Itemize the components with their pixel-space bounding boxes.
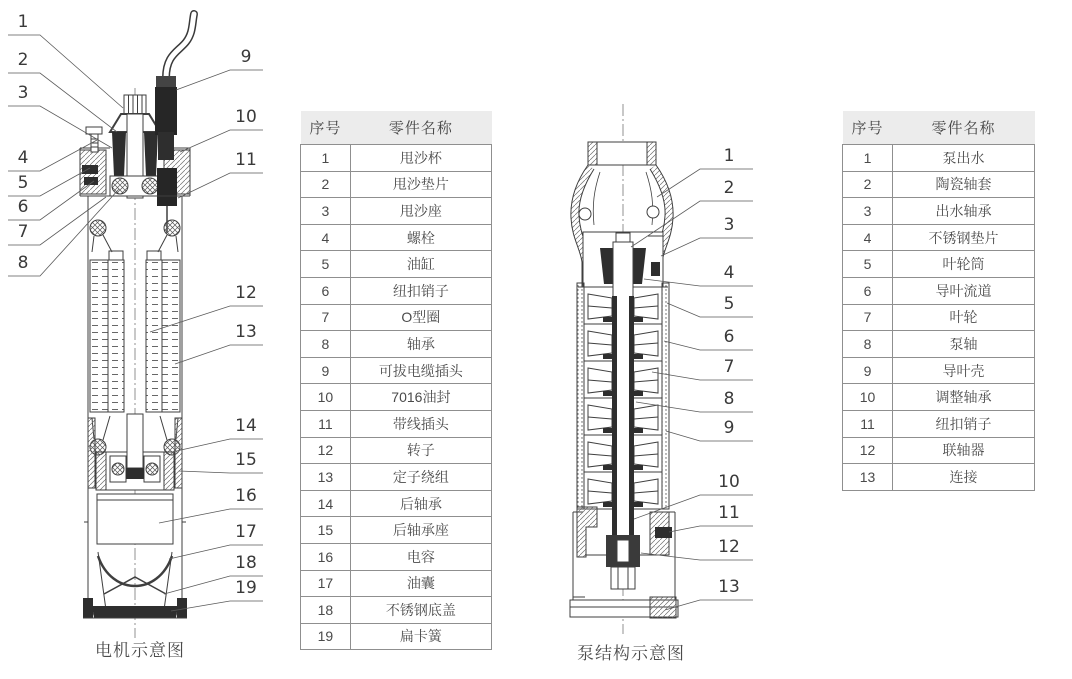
table-row [843, 437, 1035, 464]
table-row [301, 517, 492, 544]
part-name: 不锈钢垫片 [893, 224, 1035, 251]
table-row [843, 331, 1035, 358]
motor-callout-5: 5 [17, 173, 29, 193]
part-name: 不锈钢底盖 [350, 597, 491, 624]
table-row [843, 410, 1035, 437]
part-name: 可拔电缆插头 [350, 357, 491, 384]
part-number: 9 [843, 357, 893, 384]
part-name: 甩沙垫片 [350, 171, 491, 198]
pump-parts-table [842, 111, 1035, 491]
part-number: 14 [301, 490, 351, 517]
part-name: 定子绕组 [350, 464, 491, 491]
part-name: 出水轴承 [893, 198, 1035, 225]
motor-parts-table [300, 111, 492, 650]
col-header-number: 序号 [301, 111, 351, 145]
part-number: 10 [843, 384, 893, 411]
part-number: 7 [843, 304, 893, 331]
pump-callout-10: 10 [718, 472, 740, 492]
col-header-part-name: 零件名称 [893, 111, 1035, 145]
part-number: 4 [301, 224, 351, 251]
table-row [301, 623, 492, 650]
part-name: 甩沙杯 [350, 145, 491, 172]
motor-callout-17: 17 [235, 522, 257, 542]
table-row [843, 464, 1035, 491]
motor-callout-9: 9 [240, 47, 252, 67]
table-row [301, 597, 492, 624]
motor-callout-13: 13 [235, 322, 257, 342]
table-row [301, 357, 492, 384]
part-number: 6 [301, 277, 351, 304]
part-number: 5 [301, 251, 351, 278]
pump-callout-12: 12 [718, 537, 740, 557]
part-number: 5 [843, 251, 893, 278]
part-number: 15 [301, 517, 351, 544]
part-number: 8 [301, 331, 351, 358]
pump-callout-6: 6 [723, 327, 735, 347]
part-number: 4 [843, 224, 893, 251]
part-number: 11 [843, 410, 893, 437]
part-number: 16 [301, 543, 351, 570]
motor-callout-10: 10 [235, 107, 257, 127]
part-name: 纽扣销子 [350, 277, 491, 304]
part-name: 导叶壳 [893, 357, 1035, 384]
motor-callout-7: 7 [17, 222, 29, 242]
part-name: 陶瓷轴套 [893, 171, 1035, 198]
part-number: 11 [301, 410, 351, 437]
part-name: 联轴器 [893, 437, 1035, 464]
motor-callout-14: 14 [235, 416, 257, 436]
part-number: 6 [843, 277, 893, 304]
part-name: 调整轴承 [893, 384, 1035, 411]
part-name: 油囊 [350, 570, 491, 597]
pump-callout-2: 2 [723, 178, 735, 198]
motor-callout-16: 16 [235, 486, 257, 506]
pump-callout-13: 13 [718, 577, 740, 597]
part-number: 7 [301, 304, 351, 331]
motor-callout-3: 3 [17, 83, 29, 103]
part-number: 19 [301, 623, 351, 650]
motor-caption: 电机示意图 [95, 641, 185, 660]
motor-callout-12: 12 [235, 283, 257, 303]
motor-callout-2: 2 [17, 50, 29, 70]
header-row [843, 111, 1035, 145]
part-name: O型圈 [350, 304, 491, 331]
part-number: 13 [843, 464, 893, 491]
part-name: 连接 [893, 464, 1035, 491]
part-name: 叶轮筒 [893, 251, 1035, 278]
part-number: 1 [843, 145, 893, 172]
table-row [843, 251, 1035, 278]
part-name: 带线插头 [350, 410, 491, 437]
motor-callout-6: 6 [17, 197, 29, 217]
pump-caption: 泵结构示意图 [577, 644, 685, 663]
part-number: 2 [301, 171, 351, 198]
part-name: 扁卡簧 [350, 623, 491, 650]
pump-callout-9: 9 [723, 418, 735, 438]
table-row [301, 198, 492, 225]
part-number: 13 [301, 464, 351, 491]
table-row [301, 437, 492, 464]
motor-callout-1: 1 [17, 12, 29, 32]
part-name: 轴承 [350, 331, 491, 358]
part-name: 后轴承 [350, 490, 491, 517]
table-row [301, 304, 492, 331]
part-name: 电容 [350, 543, 491, 570]
part-name: 转子 [350, 437, 491, 464]
table-row [301, 464, 492, 491]
table-row [301, 277, 492, 304]
pump-parts-table-grid [842, 111, 1035, 491]
table-row [843, 171, 1035, 198]
table-row [301, 543, 492, 570]
table-row [301, 490, 492, 517]
part-name: 纽扣销子 [893, 410, 1035, 437]
part-name: 后轴承座 [350, 517, 491, 544]
part-number: 12 [843, 437, 893, 464]
table-row [301, 570, 492, 597]
part-number: 10 [301, 384, 351, 411]
pump-callout-5: 5 [723, 294, 735, 314]
motor-callout-11: 11 [235, 150, 257, 170]
table-row [301, 145, 492, 172]
pump-callout-1: 1 [723, 146, 735, 166]
table-row [301, 224, 492, 251]
part-number: 17 [301, 570, 351, 597]
col-header-number: 序号 [843, 111, 893, 145]
table-row [843, 145, 1035, 172]
motor-callout-18: 18 [235, 553, 257, 573]
table-row [301, 410, 492, 437]
part-name: 7016油封 [350, 384, 491, 411]
part-name: 泵出水 [893, 145, 1035, 172]
table-row [843, 357, 1035, 384]
table-row [301, 384, 492, 411]
part-number: 1 [301, 145, 351, 172]
motor-callout-4: 4 [17, 148, 29, 168]
table-row [843, 198, 1035, 225]
table-row [843, 277, 1035, 304]
table-row [843, 224, 1035, 251]
pump-callout-8: 8 [723, 389, 735, 409]
part-number: 8 [843, 331, 893, 358]
part-name: 甩沙座 [350, 198, 491, 225]
part-number: 12 [301, 437, 351, 464]
part-number: 2 [843, 171, 893, 198]
part-name: 导叶流道 [893, 277, 1035, 304]
motor-callout-8: 8 [17, 253, 29, 273]
pump-callout-7: 7 [723, 357, 735, 377]
table-row [301, 331, 492, 358]
part-name: 螺栓 [350, 224, 491, 251]
header-row [301, 111, 492, 145]
table-row [301, 171, 492, 198]
table-row [301, 251, 492, 278]
part-number: 3 [301, 198, 351, 225]
motor-callout-15: 15 [235, 450, 257, 470]
part-name: 叶轮 [893, 304, 1035, 331]
motor-callout-19: 19 [235, 578, 257, 598]
motor-diagram [80, 14, 194, 638]
pump-diagram [570, 104, 678, 634]
part-number: 9 [301, 357, 351, 384]
table-row [843, 304, 1035, 331]
pump-callout-11: 11 [718, 503, 740, 523]
part-name: 泵轴 [893, 331, 1035, 358]
table-row [843, 384, 1035, 411]
col-header-part-name: 零件名称 [350, 111, 491, 145]
part-number: 3 [843, 198, 893, 225]
motor-parts-table-grid [300, 111, 492, 650]
pump-callout-4: 4 [723, 263, 735, 283]
part-number: 18 [301, 597, 351, 624]
part-name: 油缸 [350, 251, 491, 278]
pump-callout-3: 3 [723, 215, 735, 235]
